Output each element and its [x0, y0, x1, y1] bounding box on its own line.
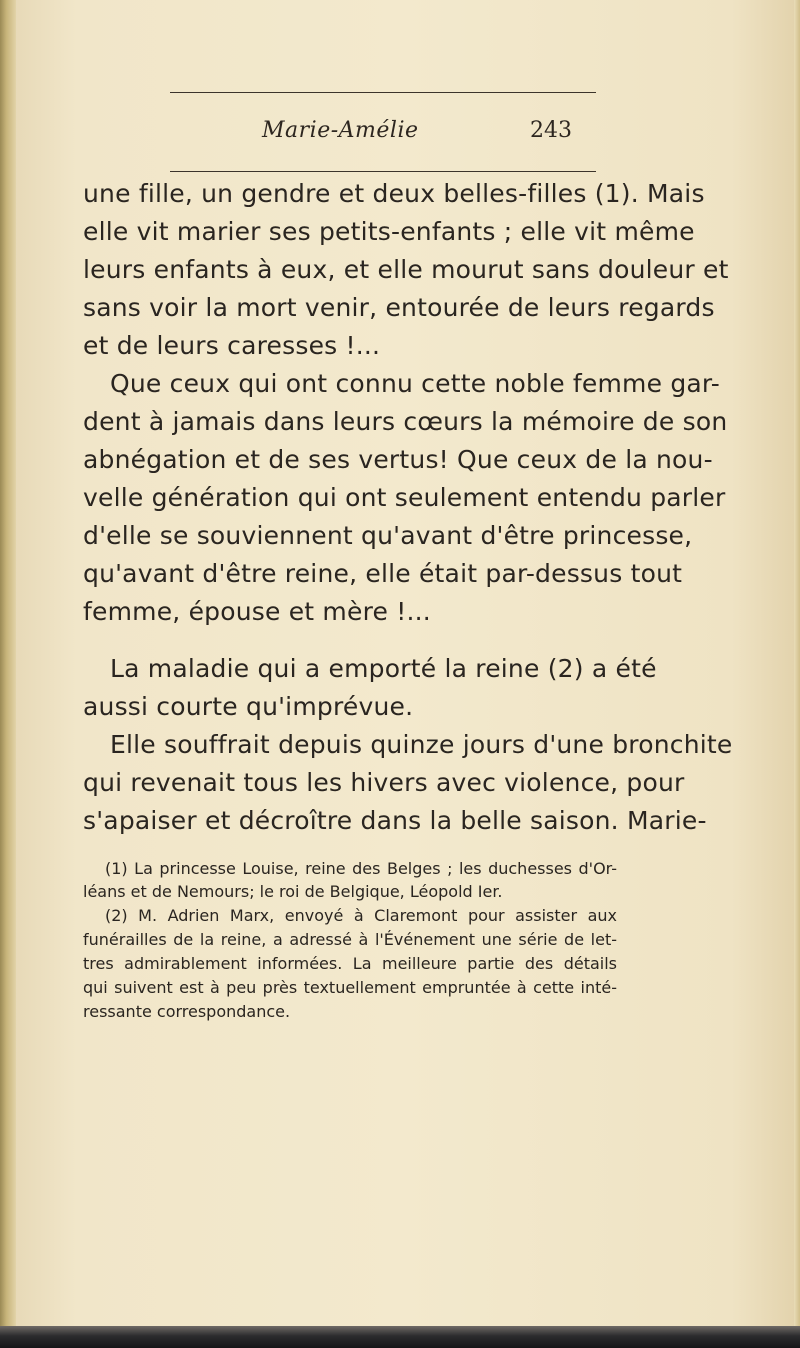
footnote-line: léans et de Nemours; le roi de Belgique, Léopold Ier. [83, 882, 503, 901]
body-line: abnégation et de ses vertus! Que ceux de la nou- [83, 445, 713, 474]
body-line: femme, épouse et mère !... [83, 597, 431, 626]
body-line: d'elle se souviennent qu'avant d'être princesse, [83, 521, 693, 550]
body-line: qu'avant d'être reine, elle était par-dessus tout [83, 559, 683, 588]
body-line: une fille, un gendre et deux belles-filles (1). Mais [83, 179, 705, 208]
body-line: sans voir la mort venir, entourée de leurs regards [83, 293, 715, 322]
body-line: velle génération qui ont seulement entendu parler [83, 483, 726, 512]
scan-bottom-edge [0, 1326, 800, 1348]
footnote-line: (2) M. Adrien Marx, envoyé à Claremont pour assister aux [105, 906, 617, 925]
footnote-line: funérailles de la reine, a adressé à l'Événement une série de let- [83, 930, 617, 949]
running-header-title: Marie-Amélie [262, 118, 419, 143]
page-right-edge [794, 0, 800, 1348]
body-line: s'apaiser et décroître dans la belle saison. Marie- [83, 806, 707, 835]
body-line: La maladie qui a emporté la reine (2) a été [110, 654, 657, 683]
footnote-line: (1) La princesse Louise, reine des Belges ; les duchesses d'Or- [105, 859, 617, 878]
page-number: 243 [530, 118, 572, 143]
body-line: Elle souffrait depuis quinze jours d'une bronchite [110, 730, 733, 759]
footnote-line: qui suivent est à peu près textuellement empruntée à cette inté- [83, 978, 617, 997]
header-rule [170, 171, 596, 172]
top-rule [170, 92, 596, 93]
body-line: leurs enfants à eux, et elle mourut sans douleur et [83, 255, 729, 284]
body-line: et de leurs caresses !... [83, 331, 381, 360]
body-line: qui revenait tous les hivers avec violence, pour [83, 768, 685, 797]
body-line: dent à jamais dans leurs cœurs la mémoire de son [83, 407, 728, 436]
body-line: aussi courte qu'imprévue. [83, 692, 414, 721]
page-left-edge [0, 0, 16, 1348]
footnote-line: ressante correspondance. [83, 1002, 291, 1021]
body-line: Que ceux qui ont connu cette noble femme gar- [110, 369, 721, 398]
body-line: elle vit marier ses petits-enfants ; elle vit même [83, 217, 695, 246]
footnote-line: tres admirablement informées. La meilleure partie des détails [83, 954, 617, 973]
